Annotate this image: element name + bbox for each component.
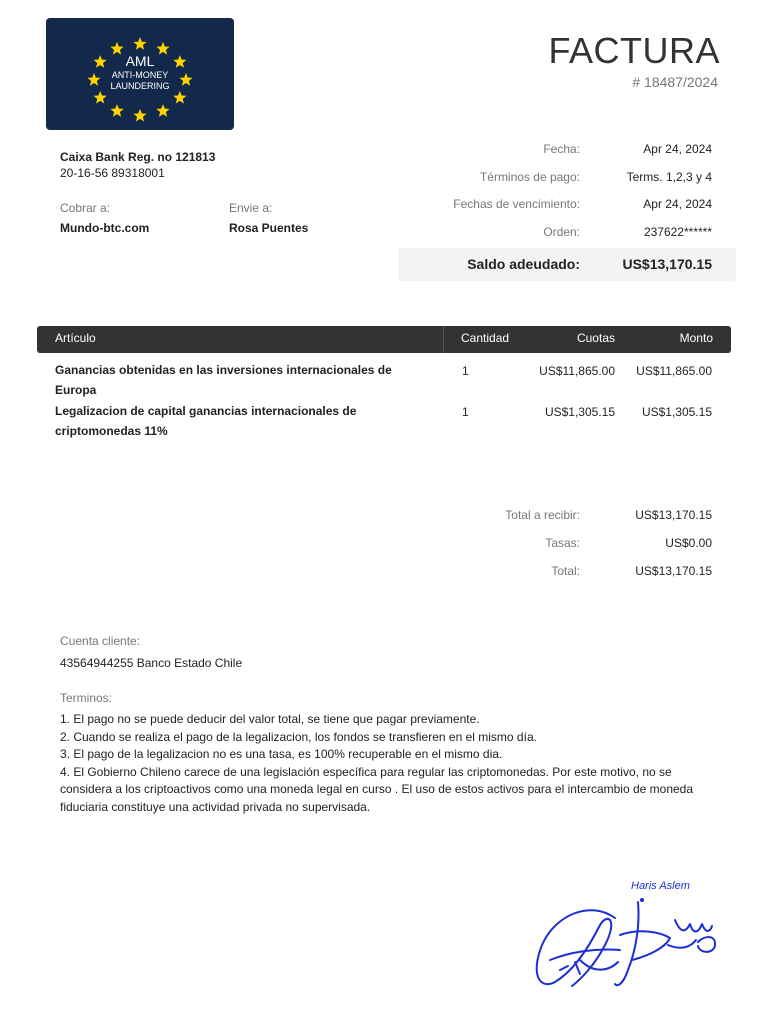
tax-label: Tasas: — [545, 536, 580, 550]
issuer-name: Caixa Bank Reg. no 121813 — [60, 150, 216, 164]
balance-due-label: Saldo adeudado: — [467, 256, 580, 272]
document-title: FACTURA — [548, 30, 720, 71]
date-label: Fecha: — [543, 142, 580, 156]
ship-to-value: Rosa Puentes — [229, 221, 309, 235]
header-quantity: Cantidad — [461, 331, 510, 345]
due-date-label: Fechas de vencimiento: — [453, 197, 580, 211]
header-rate: Cuotas — [576, 331, 615, 345]
star-icon — [156, 42, 169, 55]
star-icon — [110, 104, 123, 117]
account-value: 43564944255 Banco Estado Chile — [60, 656, 243, 670]
date-value: Apr 24, 2024 — [643, 142, 712, 156]
handwritten-signature — [520, 890, 730, 1000]
subtotal-label: Total a recibir: — [505, 508, 580, 522]
star-icon — [133, 109, 146, 122]
terms-item: 1. El pago no se puede deducir del valor total, se tiene que pagar previamente. — [60, 712, 480, 726]
header-amount: Monto — [679, 331, 713, 345]
star-icon — [94, 91, 107, 104]
bill-to-label: Cobrar a: — [60, 201, 111, 215]
items-table-header — [37, 326, 731, 353]
table-row — [55, 401, 415, 441]
ship-to-label: Envie a: — [229, 201, 273, 215]
total-value: US$13,170.15 — [635, 564, 712, 578]
total-label: Total: — [551, 564, 580, 578]
balance-due-value: US$13,170.15 — [622, 256, 712, 272]
signature-name: Haris Aslem — [631, 880, 690, 892]
terms-label: Terminos: — [60, 691, 113, 705]
order-label: Orden: — [543, 225, 580, 239]
star-icon — [156, 104, 169, 117]
item-amount: US$1,305.15 — [641, 405, 712, 419]
header-divider — [443, 326, 444, 353]
item-rate: US$1,305.15 — [544, 405, 615, 419]
star-icon — [173, 91, 186, 104]
item-amount: US$11,865.00 — [636, 364, 712, 378]
terms-item: 4. El Gobierno Chileno carece de una legislación específica para regular las criptomonedas. Por este motivo, no se considera a los criptoactivos como una moneda legal en curso . El uso de estos activos para el intercambio de moneda fiduciaria constituye una actividad privada no supervisada. — [60, 764, 694, 814]
balance-due-box — [398, 248, 736, 281]
issuer-details: 20-16-56 89318001 — [60, 166, 165, 180]
item-quantity: 1 — [462, 405, 469, 419]
logo-subtitle-2: LAUNDERING — [110, 81, 170, 91]
account-label: Cuenta cliente: — [60, 634, 141, 648]
bill-to-value: Mundo-btc.com — [60, 221, 150, 235]
terms-list — [60, 711, 720, 816]
item-description-cont: criptomonedas 11% — [55, 424, 168, 438]
logo-title: AML — [125, 53, 155, 69]
star-icon — [133, 37, 146, 50]
due-date-value: Apr 24, 2024 — [643, 197, 712, 211]
table-row — [55, 360, 415, 400]
subtotal-value: US$13,170.15 — [635, 508, 712, 522]
logo-subtitle-1: ANTI-MONEY — [111, 70, 169, 80]
item-quantity: 1 — [462, 364, 469, 378]
invoice-number: # 18487/2024 — [632, 74, 718, 90]
payment-terms-label: Términos de pago: — [479, 170, 580, 184]
terms-item: 2. Cuando se realiza el pago de la legalizacion, los fondos se transfieren en el mismo día. — [60, 729, 537, 744]
star-icon — [110, 42, 123, 55]
payment-terms-value: Terms. 1,2,3 y 4 — [626, 170, 712, 184]
header-item: Artículo — [55, 331, 96, 345]
item-rate: US$11,865.00 — [539, 364, 615, 378]
item-description-cont: Europa — [55, 383, 97, 397]
order-value: 237622****** — [643, 225, 712, 239]
item-description: Legalizacion de capital ganancias internacionales de — [55, 404, 357, 418]
terms-item: 3. El pago de la legalizacion no es una tasa, es 100% recuperable en el mismo dia. — [60, 747, 503, 761]
tax-value: US$0.00 — [665, 536, 712, 550]
item-description: Ganancias obtenidas en las inversiones internacionales de — [55, 363, 392, 377]
company-logo — [46, 18, 234, 130]
